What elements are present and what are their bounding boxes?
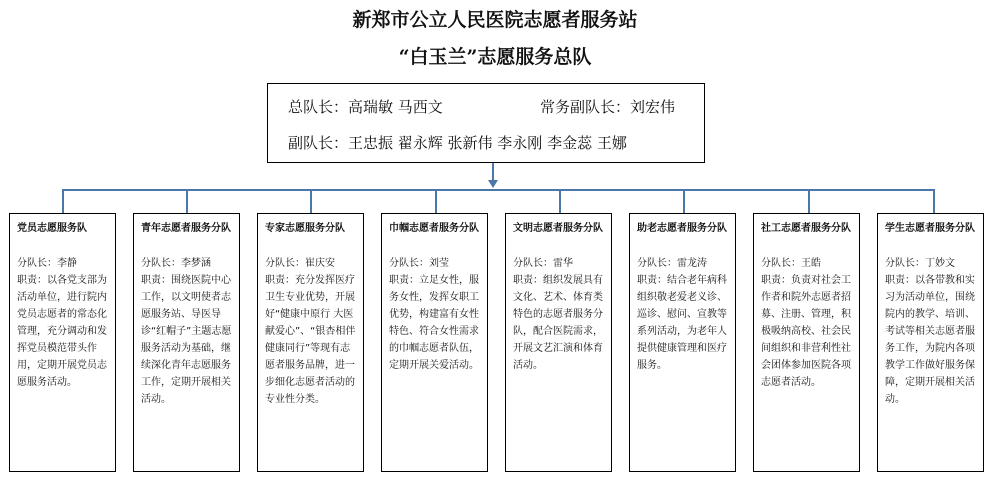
- chief-leaders: 总队长：高瑞敏 马西文: [288, 98, 443, 116]
- connector-drop-8: [933, 189, 935, 213]
- unit-name: 社工志愿者服务分队: [761, 223, 851, 234]
- unit-name: 专家志愿服务分队: [265, 223, 345, 234]
- unit-box-expert: [257, 213, 364, 472]
- arrow-down-icon: [488, 180, 498, 188]
- unit-name: 助老志愿者服务分队: [637, 223, 727, 234]
- connector-trunk: [492, 163, 494, 181]
- unit-duty: 职责：以各带教和实习为活动单位，围绕院内的教学、培训、考试等相关志愿者服务工作，为院内各项教学工作做好服务保障，定期开展相关活动。: [885, 275, 975, 405]
- unit-head: 分队长：雷龙涛: [637, 258, 707, 269]
- unit-duty: 职责：组织发展具有文化、艺术、体育类特色的志愿者服务分队，配合医院需求，开展文艺汇演和体育活动。: [513, 275, 603, 371]
- unit-box-youth: [133, 213, 240, 472]
- page-title: 新郑市公立人民医院志愿者服务站: [352, 9, 638, 31]
- connector-drop-6: [683, 189, 685, 213]
- unit-duty: 职责：立足女性，服务女性，发挥女职工优势，构建富有女性特色、符合女性需求的巾帼志愿者队伍，定期开展关爱活动。: [389, 275, 479, 371]
- unit-box-party: [9, 213, 116, 472]
- unit-duty: 职责：负责对社会工作者和院外志愿者招募、注册、管理，积极吸纳高校、社会民间组织和非营利性社会团体参加医院各项志愿者活动。: [761, 275, 851, 388]
- unit-duty: 职责：以各党支部为活动单位，进行院内党员志愿者的常态化管理，充分调动和发挥党员模范带头作用，定期开展党员志愿服务活动。: [17, 275, 107, 388]
- executive-deputy-leader: 常务副队长：刘宏伟: [540, 98, 676, 116]
- unit-head: 分队长：李静: [17, 258, 77, 269]
- unit-head: 分队长：丁妙文: [885, 258, 955, 269]
- unit-box-elderly: [629, 213, 736, 472]
- unit-head: 分队长：雷华: [513, 258, 573, 269]
- unit-name: 巾帼志愿者服务分队: [389, 223, 479, 234]
- unit-head: 分队长：崔庆安: [265, 258, 335, 269]
- unit-name: 学生志愿者服务分队: [885, 223, 975, 234]
- unit-name: 党员志愿服务队: [17, 223, 87, 234]
- unit-box-women: [381, 213, 488, 472]
- unit-head: 分队长：刘莹: [389, 258, 449, 269]
- connector-drop-5: [559, 189, 561, 213]
- unit-box-social-work: [753, 213, 860, 472]
- page-subtitle: “白玉兰”志愿服务总队: [398, 46, 592, 68]
- unit-name: 青年志愿者服务分队: [141, 223, 231, 234]
- connector-drop-1: [62, 189, 64, 213]
- connector-drop-7: [808, 189, 810, 213]
- connector-bus: [62, 189, 935, 191]
- unit-name: 文明志愿者服务分队: [513, 223, 603, 234]
- connector-drop-4: [435, 189, 437, 213]
- unit-box-civility: [505, 213, 612, 472]
- deputy-leaders: 副队长：王忠振 翟永辉 张新伟 李永刚 李金蕊 王娜: [288, 134, 627, 152]
- unit-box-student: [877, 213, 984, 472]
- leadership-box: [267, 83, 705, 163]
- connector-drop-3: [310, 189, 312, 213]
- unit-head: 分队长：王皓: [761, 258, 821, 269]
- unit-duty: 职责：结合老年病科组织敬老爱老义诊、巡诊、慰问、宣教等系列活动，为老年人提供健康管理和医疗服务。: [637, 275, 727, 371]
- unit-duty: 职责：充分发挥医疗卫生专业优势，开展好“健康中原行 大医献爱心”、“银杏相伴 健康同行”等现有志愿者服务品牌，进一步细化志愿者活动的专业性分类。: [265, 275, 356, 405]
- unit-duty: 职责：围绕医院中心工作，以文明使者志愿服务站、导医导诊“红帽子”主题志愿服务活动为基础，继续深化青年志愿服务工作，定期开展相关活动。: [141, 275, 232, 405]
- unit-head: 分队长：李梦涵: [141, 258, 211, 269]
- connector-drop-2: [186, 189, 188, 213]
